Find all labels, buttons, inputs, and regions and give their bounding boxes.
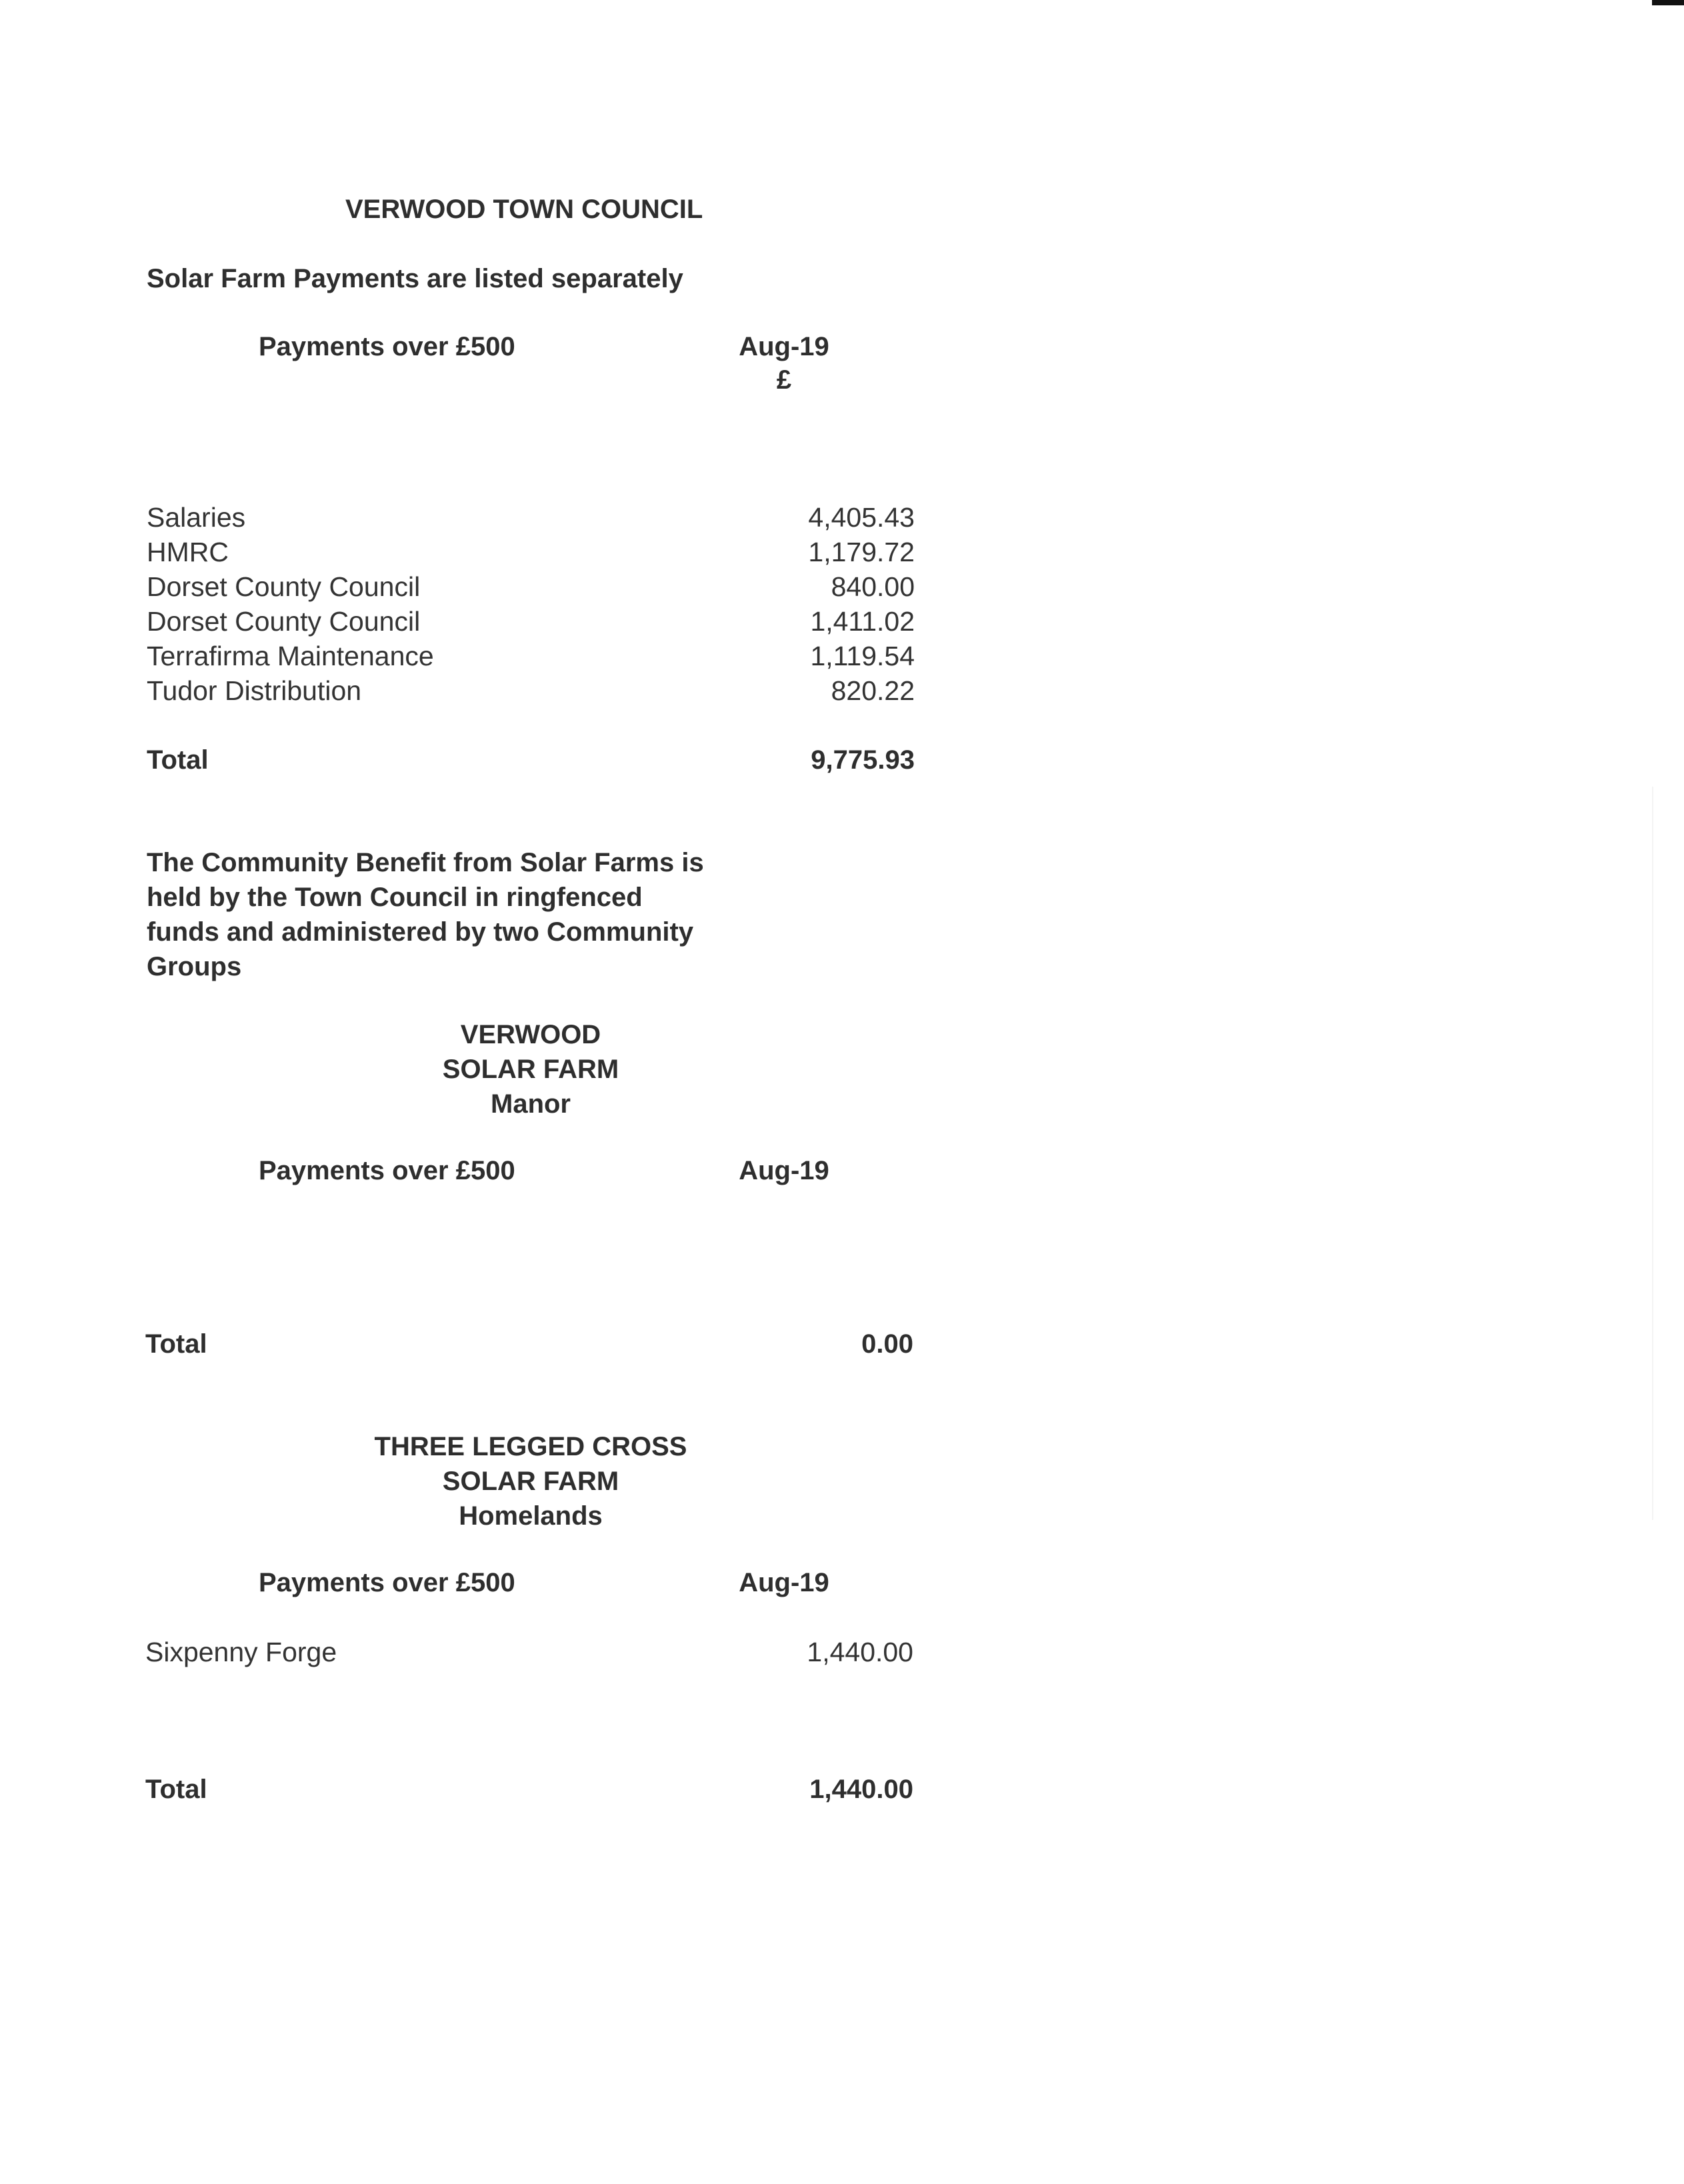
item-amount: 1,411.02 — [810, 606, 915, 637]
scan-corner-mark — [1652, 0, 1684, 5]
tlc-item-name: Sixpenny Forge — [145, 1637, 337, 1667]
item-name: Tudor Distribution — [147, 675, 362, 706]
tlc-farm-heading: Payments over £500 — [259, 1568, 515, 1597]
verwood-farm-title-line2: SOLAR FARM — [442, 1055, 619, 1084]
item-name: Dorset County Council — [147, 571, 421, 602]
verwood-farm-total-label: Total — [145, 1329, 207, 1359]
item-name: Dorset County Council — [147, 606, 421, 637]
item-amount: 820.22 — [831, 675, 915, 706]
tlc-farm-total-label: Total — [145, 1775, 207, 1804]
solar-note: Solar Farm Payments are listed separately — [147, 264, 683, 293]
tlc-farm-total-amount: 1,440.00 — [809, 1775, 913, 1804]
tlc-farm-title-line1: THREE LEGGED CROSS — [374, 1432, 687, 1461]
main-total-amount: 9,775.93 — [811, 745, 915, 775]
main-total-label: Total — [147, 745, 209, 775]
tlc-farm-title-line3: Homelands — [459, 1501, 603, 1531]
item-name: Salaries — [147, 502, 246, 533]
scan-edge-shadow — [1652, 787, 1653, 1520]
main-heading: Payments over £500 — [259, 332, 515, 361]
main-period: Aug-19 — [739, 332, 829, 361]
verwood-farm-heading: Payments over £500 — [259, 1156, 515, 1185]
verwood-farm-period: Aug-19 — [739, 1156, 829, 1185]
verwood-farm-title-line3: Manor — [491, 1089, 571, 1119]
tlc-farm-period: Aug-19 — [739, 1568, 829, 1597]
verwood-farm-title-line1: VERWOOD — [460, 1020, 601, 1049]
item-name: Terrafirma Maintenance — [147, 641, 434, 671]
item-amount: 1,119.54 — [810, 641, 915, 671]
item-amount: 1,179.72 — [808, 537, 915, 567]
item-name: HMRC — [147, 537, 229, 567]
verwood-farm-total-amount: 0.00 — [861, 1329, 913, 1359]
item-amount: 840.00 — [831, 571, 915, 602]
item-amount: 4,405.43 — [808, 502, 915, 533]
main-currency: £ — [776, 365, 792, 395]
tlc-farm-title-line2: SOLAR FARM — [442, 1467, 619, 1496]
tlc-item-amount: 1,440.00 — [807, 1637, 913, 1667]
community-note: The Community Benefit from Solar Farms is held by the Town Council in ringfenced funds and administered by two Community Groups — [147, 848, 704, 981]
council-title: VERWOOD TOWN COUNCIL — [345, 195, 703, 224]
